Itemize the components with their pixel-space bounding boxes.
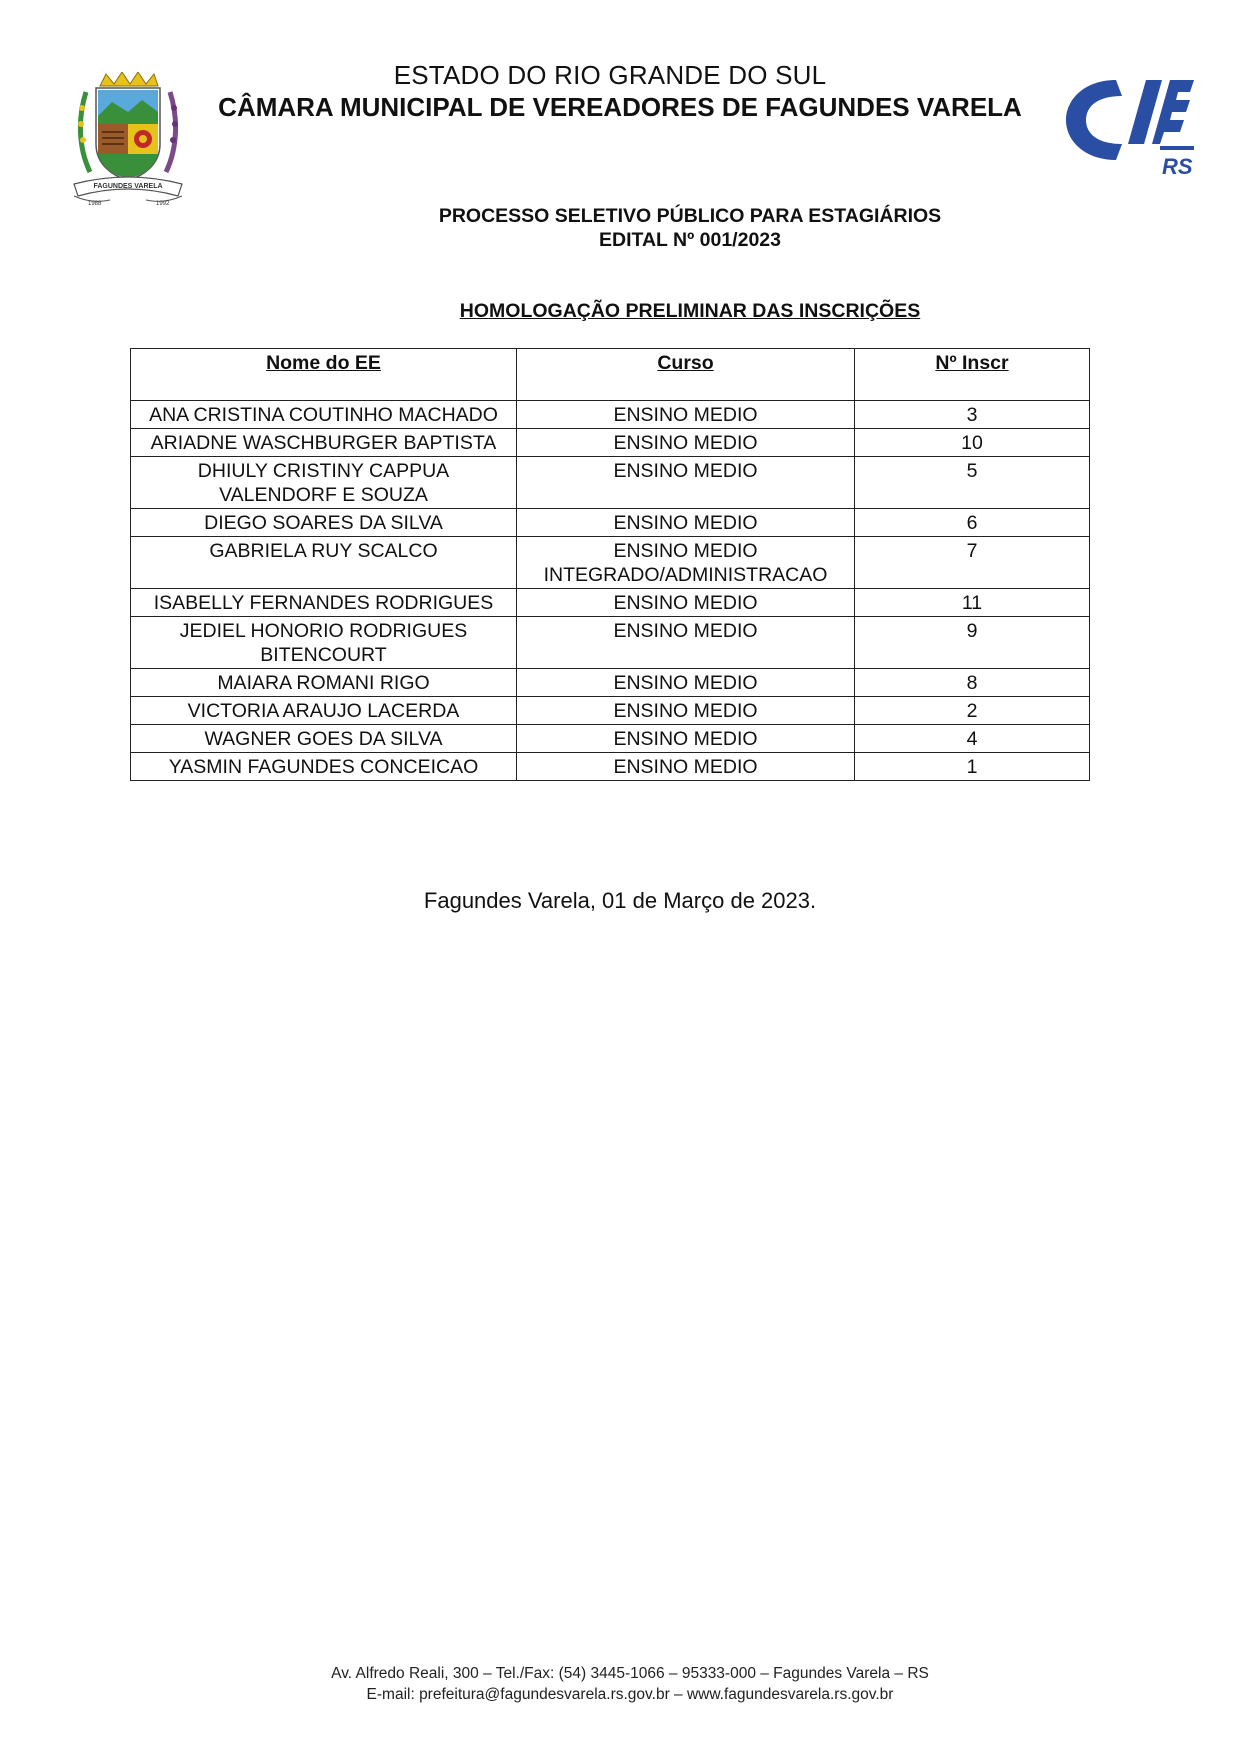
cell-course: ENSINO MEDIO xyxy=(517,697,855,725)
registrations-table xyxy=(130,348,1090,781)
cell-name: WAGNER GOES DA SILVA xyxy=(131,725,517,753)
cell-number: 1 xyxy=(855,753,1090,781)
table-row xyxy=(131,725,1090,753)
footer-contact: E-mail: prefeitura@fagundesvarela.rs.gov.br – www.fagundesvarela.rs.gov.br xyxy=(366,1686,894,1703)
table-row xyxy=(131,429,1090,457)
table-header-row xyxy=(131,349,1090,401)
cell-course: ENSINO MEDIO xyxy=(517,589,855,617)
crest-ribbon-text: FAGUNDES VARELA xyxy=(93,183,163,190)
table-row xyxy=(131,669,1090,697)
cell-number: 8 xyxy=(855,669,1090,697)
cell-name: JEDIEL HONORIO RODRIGUES BITENCOURT xyxy=(131,617,517,669)
table-row xyxy=(131,753,1090,781)
cell-number: 5 xyxy=(855,457,1090,509)
crest-year-right: 1992 xyxy=(156,201,170,207)
table-row xyxy=(131,401,1090,429)
state-heading: ESTADO DO RIO GRANDE DO SUL xyxy=(393,60,827,90)
cell-number: 11 xyxy=(855,589,1090,617)
cell-course: ENSINO MEDIO xyxy=(517,669,855,697)
cell-name: GABRIELA RUY SCALCO xyxy=(131,537,517,589)
table-row xyxy=(131,589,1090,617)
cell-number: 4 xyxy=(855,725,1090,753)
cell-number: 3 xyxy=(855,401,1090,429)
header-number: Nº Inscr xyxy=(855,349,1090,401)
cell-course: ENSINO MEDIO xyxy=(517,429,855,457)
cell-course: ENSINO MEDIO xyxy=(517,509,855,537)
edital-number: EDITAL Nº 001/2023 xyxy=(599,229,781,251)
table-row xyxy=(131,617,1090,669)
cell-name: DIEGO SOARES DA SILVA xyxy=(131,509,517,537)
ciee-logo xyxy=(1064,74,1194,178)
cell-name: VICTORIA ARAUJO LACERDA xyxy=(131,697,517,725)
cell-course: ENSINO MEDIO xyxy=(517,401,855,429)
cell-name: YASMIN FAGUNDES CONCEICAO xyxy=(131,753,517,781)
cell-number: 9 xyxy=(855,617,1090,669)
cell-number: 10 xyxy=(855,429,1090,457)
table-row xyxy=(131,509,1090,537)
cell-course: ENSINO MEDIO xyxy=(517,617,855,669)
cell-name: DHIULY CRISTINY CAPPUA VALENDORF E SOUZA xyxy=(131,457,517,509)
cell-course: ENSINO MEDIO xyxy=(517,457,855,509)
cell-number: 6 xyxy=(855,509,1090,537)
cell-name: MAIARA ROMANI RIGO xyxy=(131,669,517,697)
cell-course: ENSINO MEDIO xyxy=(517,753,855,781)
cell-name: ANA CRISTINA COUTINHO MACHADO xyxy=(131,401,517,429)
table-row xyxy=(131,537,1090,589)
section-title: HOMOLOGAÇÃO PRELIMINAR DAS INSCRIÇÕES xyxy=(459,300,921,322)
cell-name: ARIADNE WASCHBURGER BAPTISTA xyxy=(131,429,517,457)
cell-number: 7 xyxy=(855,537,1090,589)
cell-number: 2 xyxy=(855,697,1090,725)
ciee-rs-label: RS xyxy=(1162,154,1193,178)
header-name: Nome do EE xyxy=(131,349,517,401)
crest-year-left: 1988 xyxy=(88,201,102,207)
municipal-crest-logo xyxy=(72,72,184,208)
cell-name: ISABELLY FERNANDES RODRIGUES xyxy=(131,589,517,617)
header-course: Curso xyxy=(517,349,855,401)
cell-course: ENSINO MEDIO xyxy=(517,725,855,753)
table-row xyxy=(131,457,1090,509)
cell-course: ENSINO MEDIO INTEGRADO/ADMINISTRACAO xyxy=(517,537,855,589)
dateline: Fagundes Varela, 01 de Março de 2023. xyxy=(423,888,817,913)
table-row xyxy=(131,697,1090,725)
footer-address: Av. Alfredo Reali, 300 – Tel./Fax: (54) 3445-1066 – 95333-000 – Fagundes Varela – RS xyxy=(331,1665,929,1682)
council-heading: CÂMARA MUNICIPAL DE VEREADORES DE FAGUNDES VARELA xyxy=(218,92,1022,122)
process-title: PROCESSO SELETIVO PÚBLICO PARA ESTAGIÁRIOS xyxy=(438,205,942,227)
